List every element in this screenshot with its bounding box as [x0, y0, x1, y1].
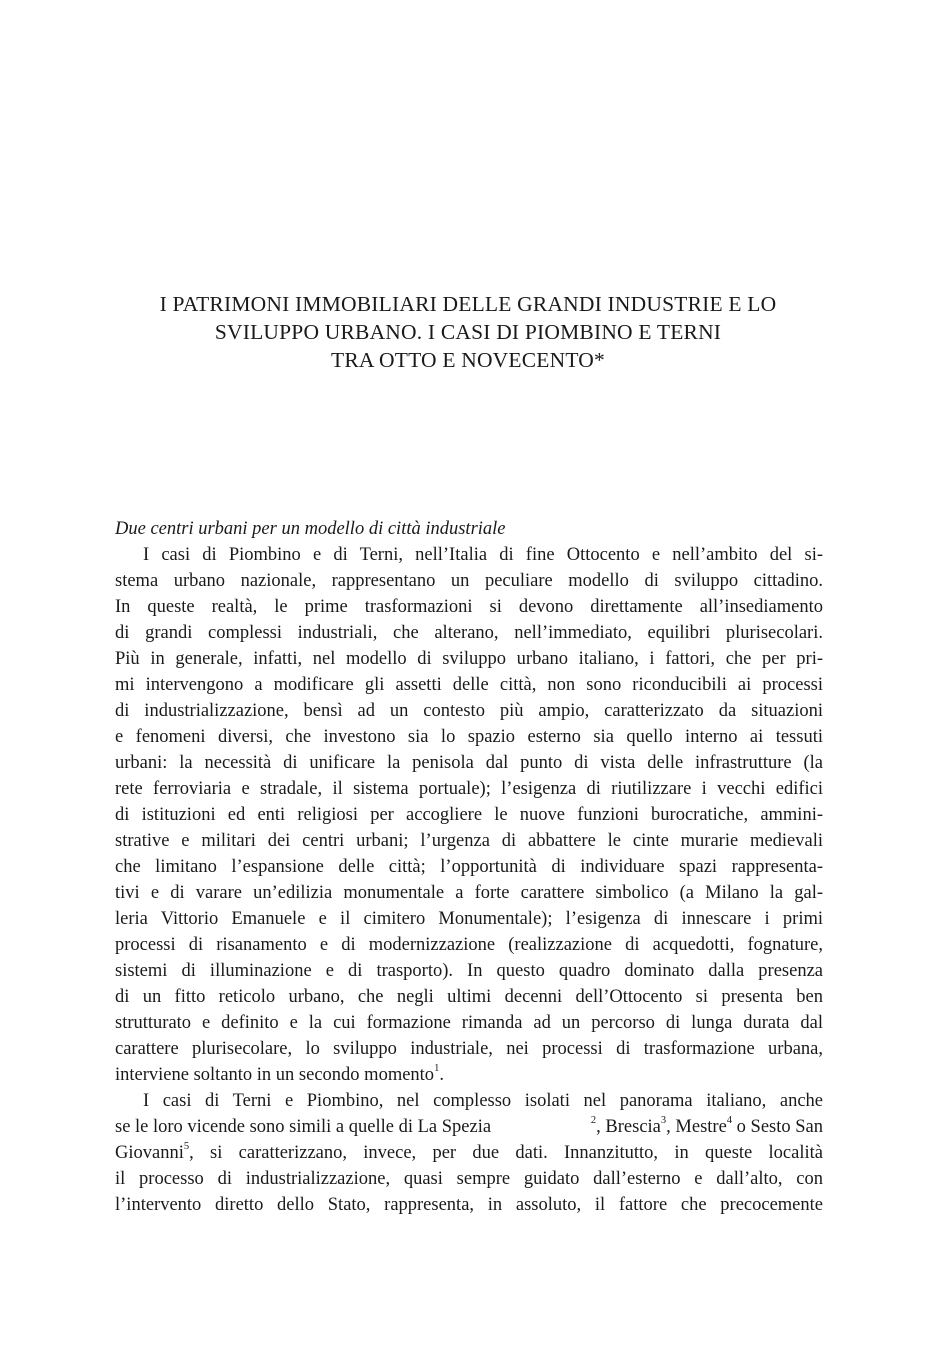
paragraph-1-line: leria Vittorio Emanuele e il cimitero Monumentale); l’esigenza di innescare i primi: [115, 909, 823, 929]
title-line-2: SVILUPPO URBANO. I CASI DI PIOMBINO E TERNI: [214, 320, 722, 344]
section-heading: Due centri urbani per un modello di città industriale: [115, 519, 506, 539]
paragraph-1-line: rete ferroviaria e stradale, il sistema portuale); l’esigenza di riutilizzare i vecchi edifici: [115, 779, 823, 799]
footnote-ref-2[interactable]: 2: [590, 1114, 597, 1126]
paragraph-1-line: processi di risanamento e di modernizzazione (realizzazione di acquedotti, fognature,: [115, 935, 823, 955]
paragraph-1-line: strative e militari dei centri urbani; l’urgenza di abbattere le cinte murarie medievali: [115, 831, 823, 851]
paragraph-1-line: Più in generale, infatti, nel modello di sviluppo urbano italiano, i fattori, che per pri-: [115, 649, 823, 669]
body-text: [115, 542, 823, 1218]
paragraph-1-line: che limitano l’espansione delle città; l’opportunità di individuare spazi rappresenta-: [115, 857, 823, 877]
footnote-ref-4[interactable]: 4: [726, 1114, 733, 1126]
paragraph-2-line: il processo di industrializzazione, quasi sempre guidato dall’esterno e dall’alto, con: [115, 1169, 823, 1189]
paragraph-1-line: stema urbano nazionale, rappresentano un peculiare modello di sviluppo cittadino.: [115, 571, 823, 591]
footnote-ref-1[interactable]: 1: [434, 1062, 440, 1074]
paragraph-1-line: I casi di Piombino e di Terni, nell’Italia di fine Ottocento e nell’ambito del si-: [143, 545, 823, 565]
text-segment: , si caratterizzano, invece, per due dati. Innanzitutto, in queste località: [189, 1143, 823, 1163]
paragraph-1-line: In queste realtà, le prime trasformazioni si devono direttamente all’insediamento: [115, 597, 823, 617]
footnote-ref-5[interactable]: 5: [183, 1140, 190, 1152]
title-line-3: TRA OTTO E NOVECENTO*: [331, 348, 605, 372]
text-segment: , Brescia: [596, 1117, 661, 1137]
paragraph-1-line: di industrializzazione, bensì ad un contesto più ampio, caratterizzato da situazioni: [115, 701, 823, 721]
paragraph-1-line: mi intervengono a modificare gli assetti delle città, non sono riconducibili ai processi: [115, 675, 823, 695]
paragraph-2-line-3: [115, 1140, 823, 1166]
paragraph-2-line: l’intervento diretto dello Stato, rappresenta, in assoluto, il fattore che precocemente: [115, 1195, 823, 1215]
text-segment: [591, 1114, 823, 1140]
paragraph-1-last-line: [115, 1062, 823, 1088]
paragraph-1-line: urbani: la necessità di unificare la penisola dal punto di vista delle infrastrutture (la: [115, 753, 823, 773]
paragraph-1-line: e fenomeni diversi, che investono sia lo spazio esterno sia quello interno ai tessuti: [115, 727, 823, 747]
text-segment: o Sesto San: [732, 1117, 823, 1137]
paragraph-1-line: di grandi complessi industriali, che alterano, nell’immediato, equilibri plurisecolari.: [115, 623, 823, 643]
paragraph-1-line: strutturato e definito e la cui formazione rimanda ad un percorso di lunga durata dal: [115, 1013, 823, 1033]
paragraph-1-line: tivi e di varare un’edilizia monumentale a forte carattere simbolico (a Milano la gal-: [115, 883, 823, 903]
text-segment: se le loro vicende sono simili a quelle di La Spezia: [115, 1117, 492, 1137]
footnote-ref-3[interactable]: 3: [660, 1114, 667, 1126]
paragraph-2-line-2: [115, 1114, 823, 1140]
chapter-title: [0, 290, 936, 374]
title-line-1: I PATRIMONI IMMOBILIARI DELLE GRANDI INDUSTRIE E LO: [159, 292, 777, 316]
text-segment: Giovanni: [115, 1143, 184, 1163]
paragraph-1-line: di istituzioni ed enti religiosi per accogliere le nuove funzioni burocratiche, ammini-: [115, 805, 823, 825]
paragraph-1-last-text: interviene soltanto in un secondo momento: [115, 1065, 435, 1085]
paragraph-1-line: sistemi di illuminazione e di trasporto). In questo quadro dominato dalla presenza: [115, 961, 823, 981]
text-segment: , Mestre: [666, 1117, 727, 1137]
paragraph-1-end: .: [439, 1065, 444, 1085]
paragraph-1-line: carattere plurisecolare, lo sviluppo industriale, nei processi di trasformazione urbana,: [115, 1039, 823, 1059]
paragraph-2-line: I casi di Terni e Piombino, nel complesso isolati nel panorama italiano, anche: [143, 1091, 823, 1111]
paragraph-1-line: di un fitto reticolo urbano, che negli ultimi decenni dell’Ottocento si presenta ben: [115, 987, 823, 1007]
